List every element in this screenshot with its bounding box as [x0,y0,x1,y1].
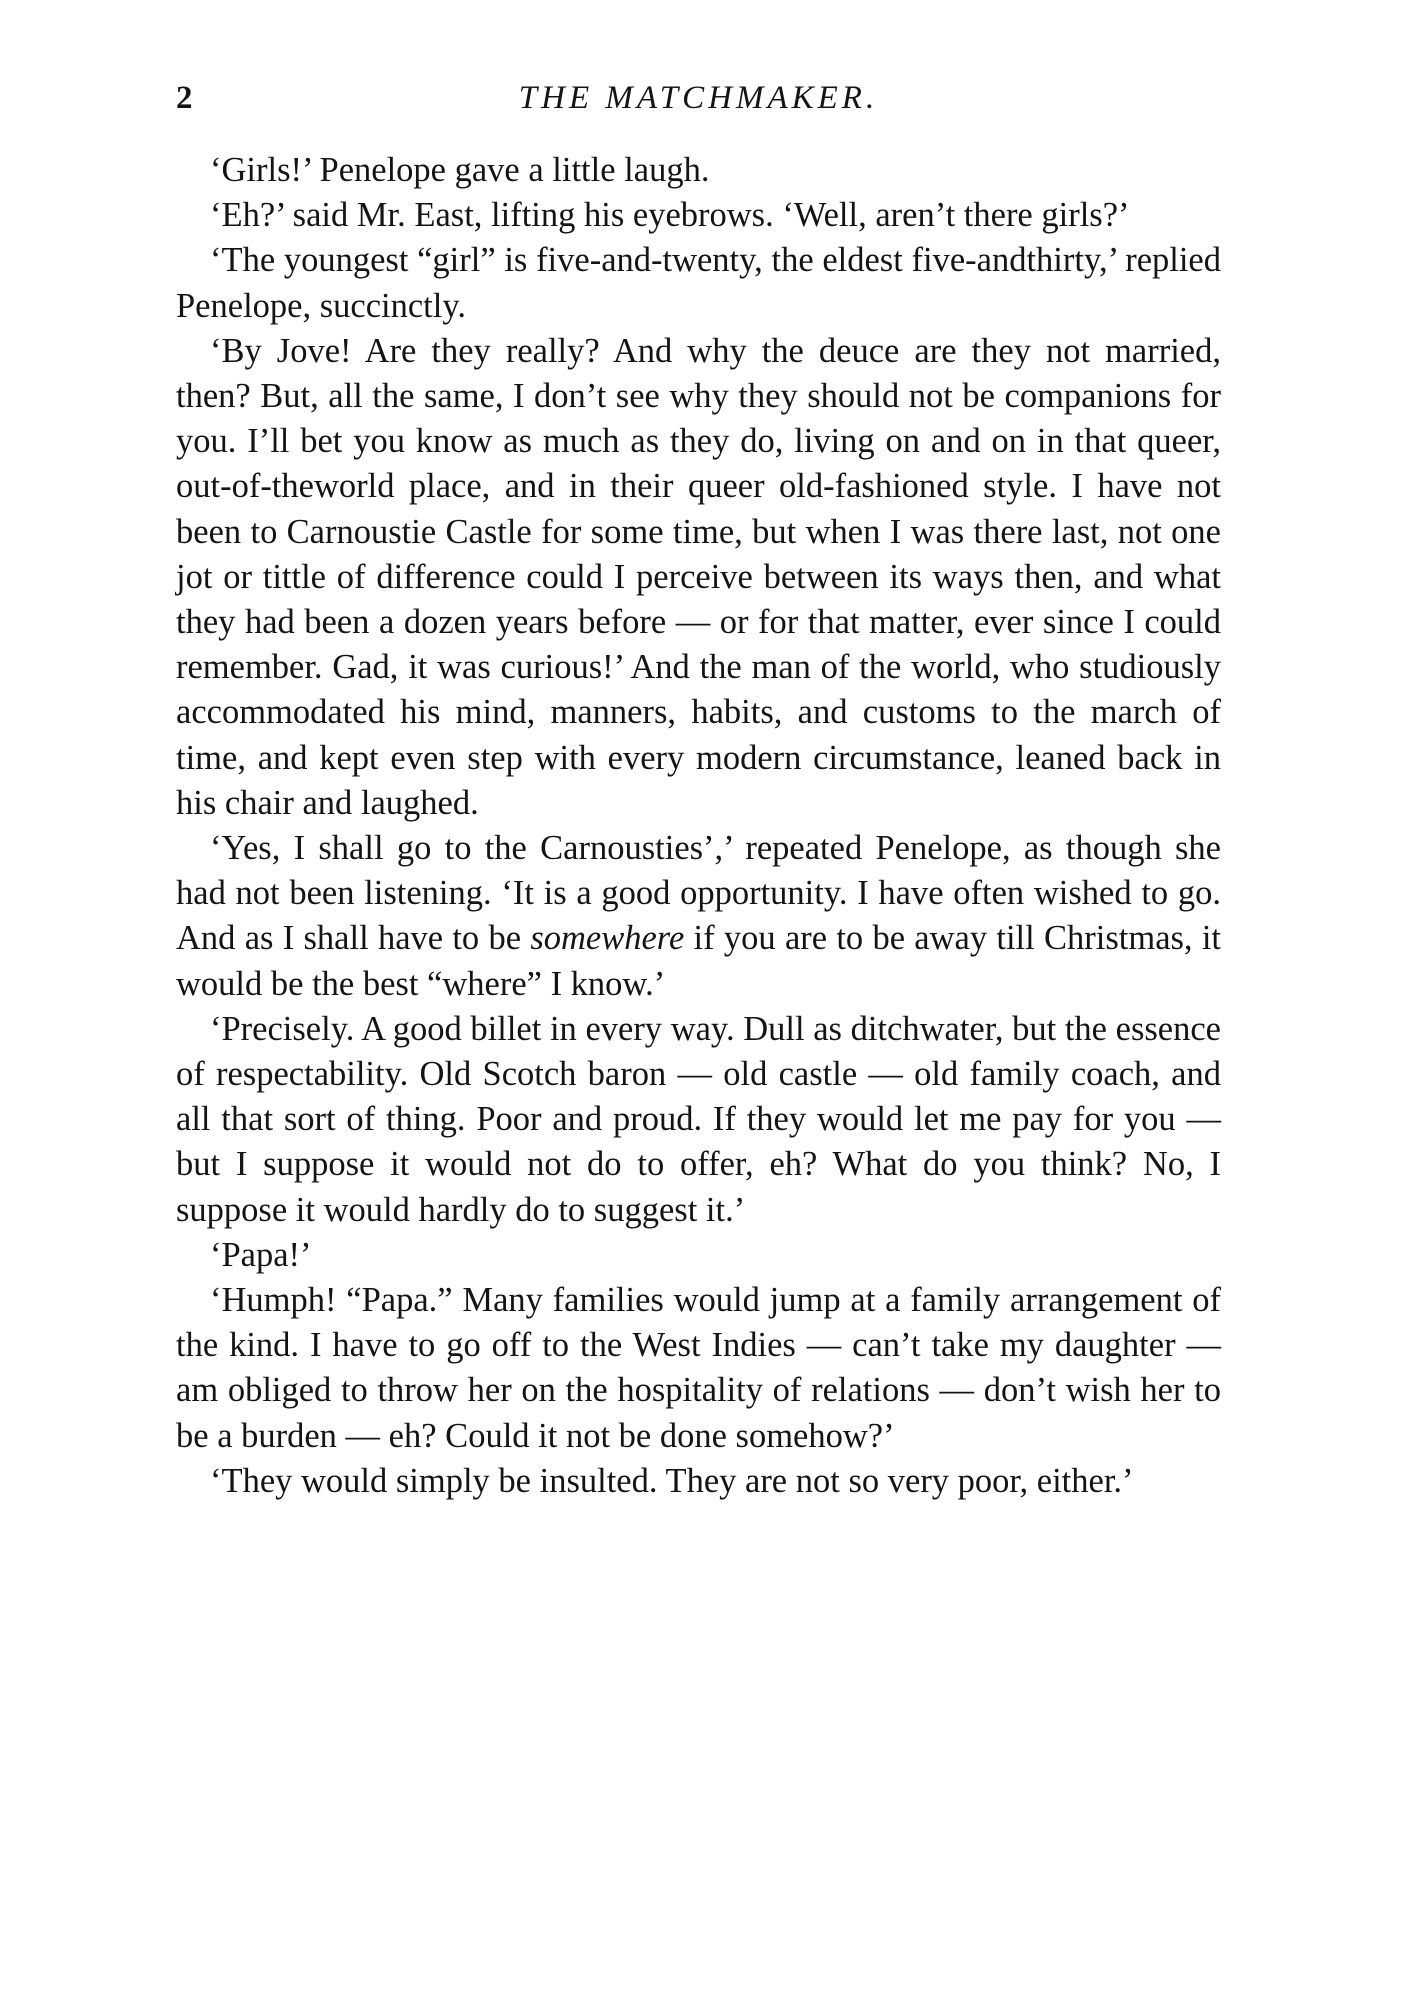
page-body [176,148,1221,1504]
paragraph-precisely: ‘Precisely. A good billet in every way. Dull as ditchwater, but the essence of respectability. Old Scotch baron — old castle — old family coach, and all that sort of thing. Poor and proud. If they would let me pay for you — but I suppose it would not do to offer, eh? What do you think? No, I suppose it would hardly do to suggest it.’ [176,1009,1221,1229]
paragraph-youngest-girl: ‘The youngest “girl” is five-and-twenty, the eldest five-andthirty,’ replied Penelope, succinctly. [176,241,1221,325]
paragraph-papa: ‘Papa!’ [210,1235,312,1274]
emphasized-word: somewhere [530,919,685,958]
page-number: 2 [176,80,193,116]
page-header [176,72,1221,124]
paragraph-text-after: if you are to be away till Christmas, it would be the best “where” I know.’ [176,919,1222,1003]
paragraph-humph: ‘Humph! “Papa.” Many families would jump at a family arrangement of the kind. I have to go off to the West Indies — can’t take my daughter — am obliged to throw her on the hospitality of relations — don’t wish her to be a burden — eh? Could it not be done somehow?’ [176,1281,1221,1455]
paragraph-by-jove: ‘By Jove! Are they really? And why the deuce are they not married, then? But, all the same, I don’t see why they should not be companions for you. I’ll bet you know as much as they do, living on and on in that queer, out-of-theworld place, and in their queer old-fashioned style. I have not been to Carnoustie Castle for some time, but when I was there last, not one jot or tittle of difference could I perceive between its ways then, and what they had been a dozen years before — or for that matter, ever since I could remember. Gad, it was curious!’ And the man of the world, who studiously accommodated his mind, manners, habits, and customs to the march of time, and kept even step with every modern circumstance, leaned back in his chair and laughed. [176,331,1221,822]
paragraph-eh: ‘Eh?’ said Mr. East, lifting his eyebrows. ‘Well, aren’t there girls?’ [210,196,1130,235]
paragraph-girls: ‘Girls!’ Penelope gave a little laugh. [210,151,710,189]
running-title: THE MATCHMAKER. [518,80,879,116]
paragraph-insulted: ‘They would simply be insulted. They are not so very poor, either.’ [210,1461,1134,1500]
paragraph-text-before: ‘Yes, I shall go to the Carnousties’,’ repeated Penelope, as though she had not been listening. ‘It is a good opportunity. I have often wished to go. And as I shall have to be [176,829,1221,958]
paragraph-yes-i-shall-go [176,826,1221,1007]
